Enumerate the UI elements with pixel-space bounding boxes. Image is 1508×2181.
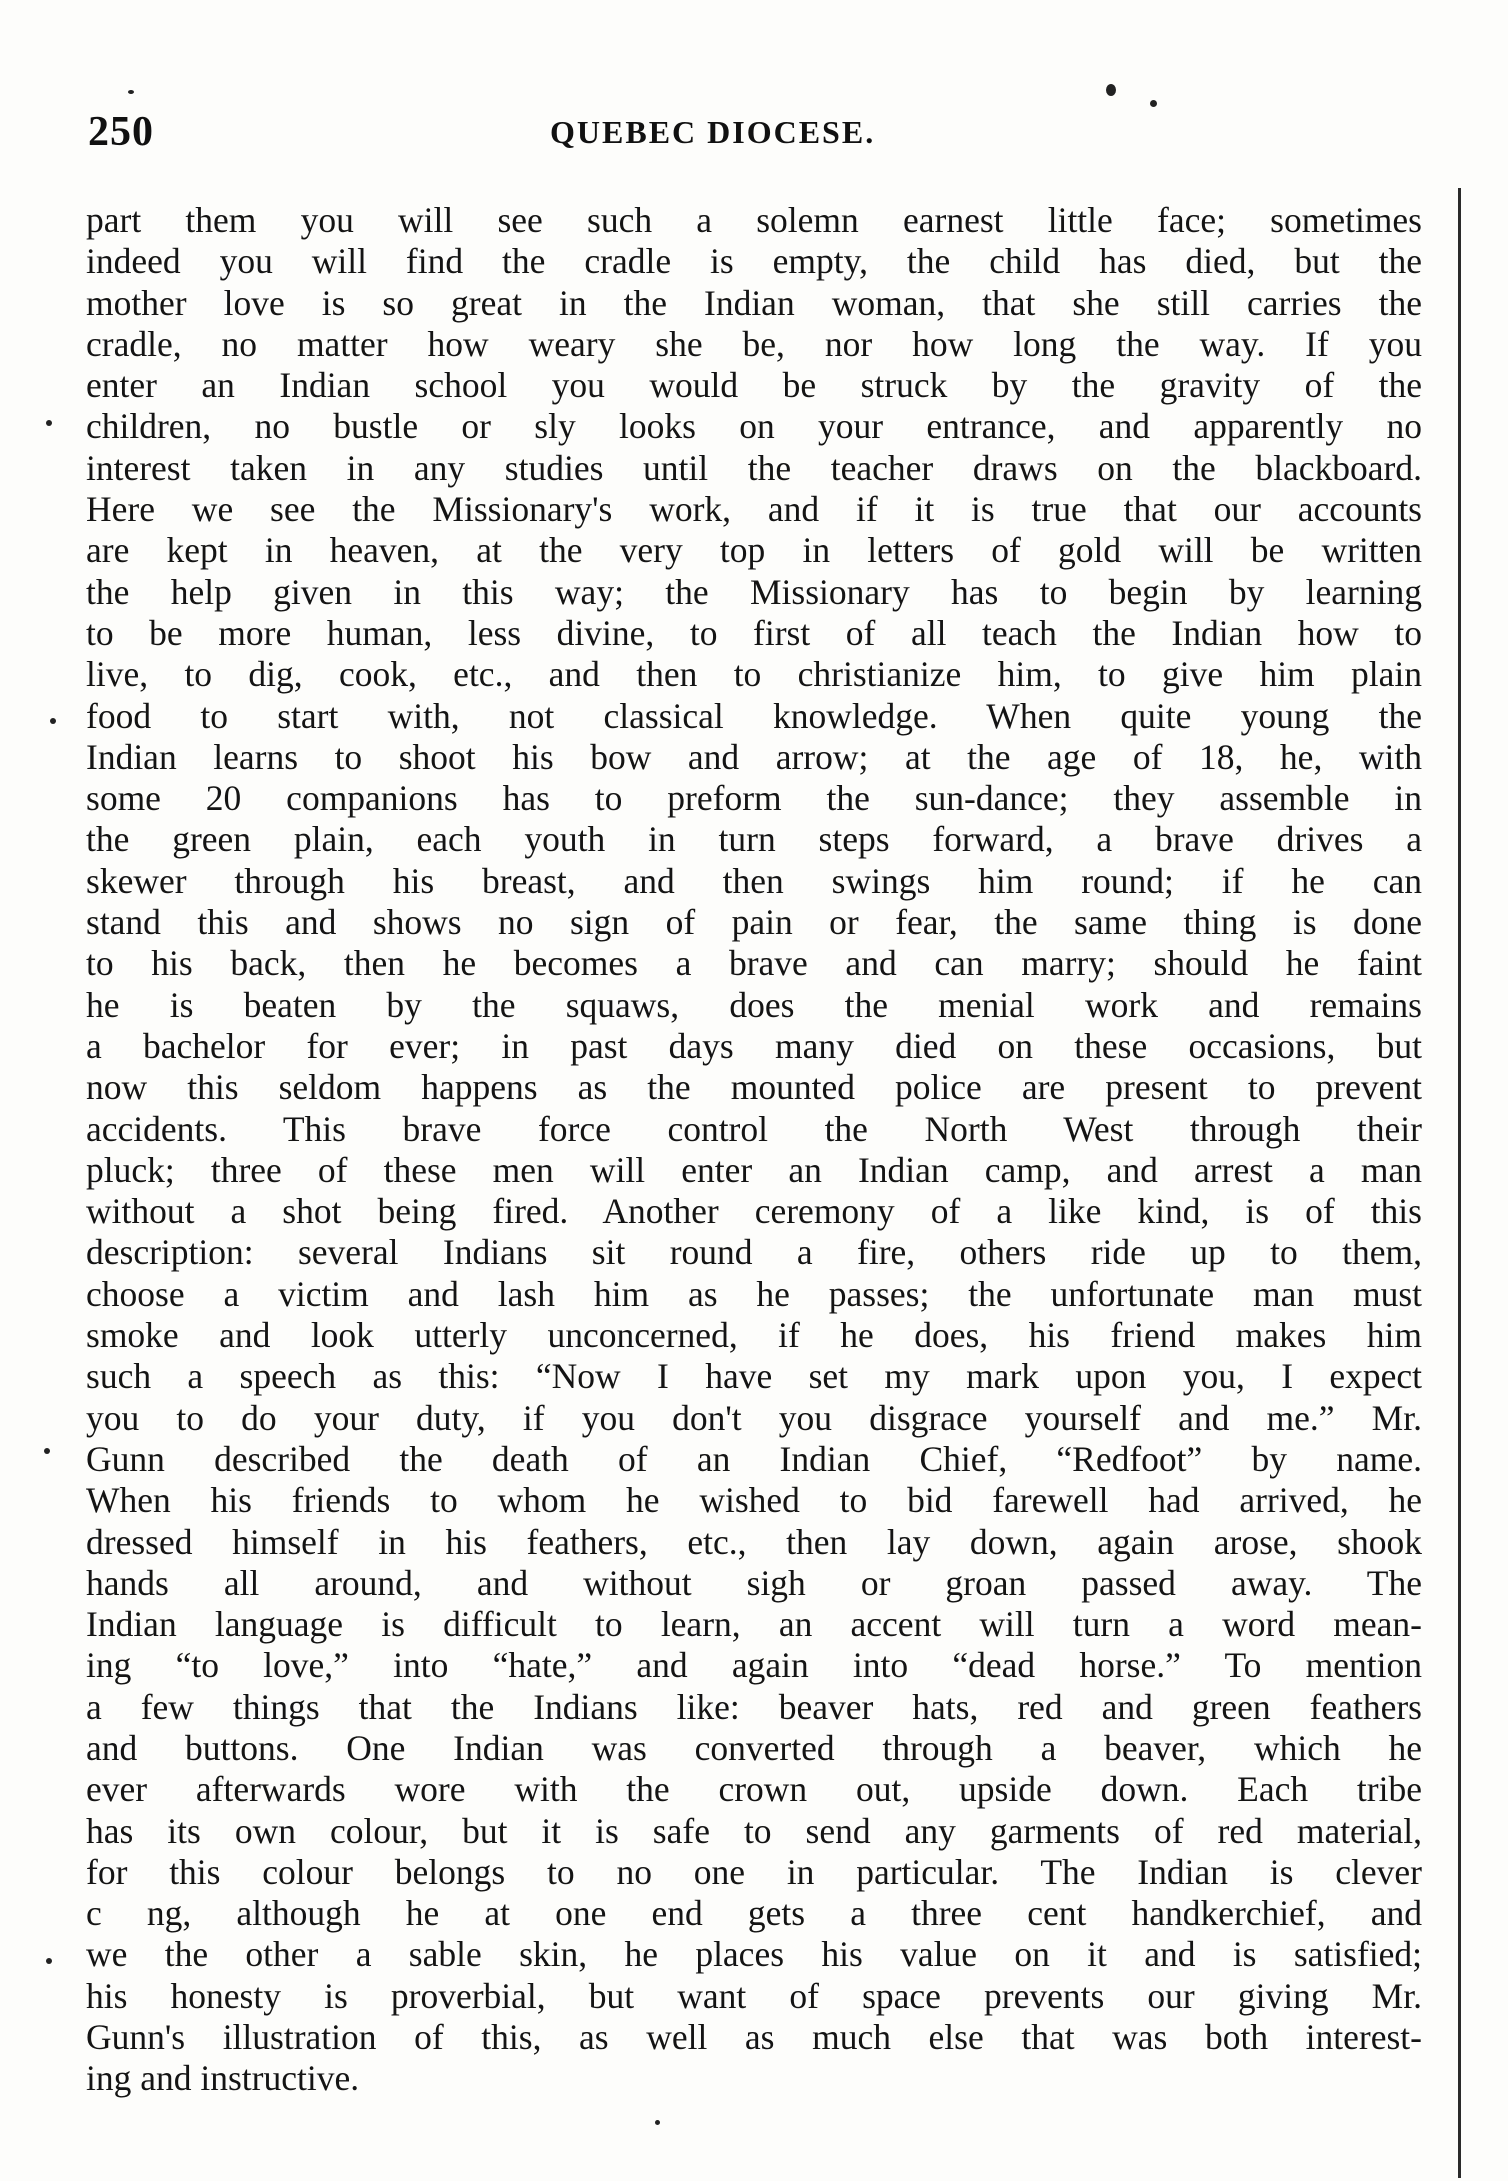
text-line: stand this and shows no sign of pain or fear, the same thing is done — [86, 902, 1422, 943]
text-line: live, to dig, cook, etc., and then to christianize him, to give him plain — [86, 654, 1422, 695]
text-line: Indian learns to shoot his bow and arrow; at the age of 18, he, with — [86, 736, 1422, 777]
text-line: the help given in this way; the Missionary has to begin by learning — [86, 571, 1422, 612]
page-number: 250 — [88, 109, 154, 155]
text-line: has its own colour, but it is safe to send any garments of red material, — [86, 1810, 1422, 1851]
text-line: now this seldom happens as the mounted police are present to prevent — [86, 1067, 1422, 1108]
scan-edge-line — [1458, 188, 1461, 2178]
scan-speck — [50, 718, 56, 724]
text-line: hands all around, and without sigh or groan passed away. The — [86, 1562, 1422, 1603]
scan-speck — [1106, 84, 1116, 96]
text-line: without a shot being fired. Another ceremony of a like kind, is of this — [86, 1191, 1422, 1232]
page-header — [60, 108, 1240, 168]
text-line: ever afterwards wore with the crown out, upside down. Each tribe — [86, 1769, 1422, 1810]
text-line: you to do your duty, if you don't you disgrace yourself and me.” Mr. — [86, 1397, 1422, 1438]
scan-speck — [46, 420, 52, 426]
text-line: to be more human, less divine, to first of all teach the Indian how to — [86, 612, 1422, 653]
text-line: cradle, no matter how weary she be, nor how long the way. If you — [86, 323, 1422, 364]
scan-speck — [1150, 100, 1157, 107]
text-line: part them you will see such a solemn earnest little face; sometimes — [86, 200, 1422, 240]
text-line: for this colour belongs to no one in particular. The Indian is clever — [86, 1851, 1422, 1892]
scan-speck — [655, 2120, 660, 2125]
text-line: When his friends to whom he wished to bid farewell had arrived, he — [86, 1480, 1422, 1521]
text-line: Indian language is difficult to learn, an accent will turn a word mean- — [86, 1604, 1422, 1645]
text-line: the green plain, each youth in turn steps forward, a brave drives a — [86, 819, 1422, 860]
text-line: smoke and look utterly unconcerned, if he does, his friend makes him — [86, 1315, 1422, 1356]
running-head: QUEBEC DIOCESE. — [550, 114, 876, 150]
text-line: ing and instructive. — [86, 2058, 360, 2099]
text-line: Gunn described the death of an Indian Chief, “Redfoot” by name. — [86, 1438, 1422, 1479]
text-line: a few things that the Indians like: beaver hats, red and green feathers — [86, 1686, 1422, 1727]
text-line: a bachelor for ever; in past days many died on these occasions, but — [86, 1025, 1422, 1066]
text-line: c ng, although he at one end gets a three cent handkerchief, and — [86, 1893, 1422, 1934]
text-line: we the other a sable skin, he places his value on it and is satisfied; — [86, 1934, 1422, 1975]
text-line: choose a victim and lash him as he passes; the unfortunate man must — [86, 1273, 1422, 1314]
text-line: and buttons. One Indian was converted through a beaver, which he — [86, 1727, 1422, 1768]
text-line: ing “to love,” into “hate,” and again into “dead horse.” To mention — [86, 1645, 1422, 1686]
text-line: children, no bustle or sly looks on your entrance, and apparently no — [86, 406, 1422, 447]
text-line: mother love is so great in the Indian woman, that she still carries the — [86, 282, 1422, 323]
text-line: are kept in heaven, at the very top in letters of gold will be written — [86, 530, 1422, 571]
text-line: some 20 companions has to preform the sun-dance; they assemble in — [86, 778, 1422, 819]
scan-speck — [128, 90, 134, 94]
text-line: food to start with, not classical knowledge. When quite young the — [86, 695, 1422, 736]
text-line: interest taken in any studies until the teacher draws on the blackboard. — [86, 447, 1422, 488]
text-line: he is beaten by the squaws, does the menial work and remains — [86, 984, 1422, 1025]
text-line: his honesty is proverbial, but want of space prevents our giving Mr. — [86, 1975, 1422, 2016]
scan-speck — [46, 1958, 52, 1964]
text-line: to his back, then he becomes a brave and can marry; should he faint — [86, 943, 1422, 984]
text-line: description: several Indians sit round a fire, others ride up to them, — [86, 1232, 1422, 1273]
scan-speck — [44, 1448, 50, 1454]
text-line: dressed himself in his feathers, etc., then lay down, again arose, shook — [86, 1521, 1422, 1562]
text-line: Here we see the Missionary's work, and if it is true that our accounts — [86, 489, 1422, 530]
body-text — [86, 200, 1422, 2100]
text-line: accidents. This brave force control the North West through their — [86, 1108, 1422, 1149]
text-line: indeed you will find the cradle is empty, the child has died, but the — [86, 241, 1422, 282]
text-line: pluck; three of these men will enter an Indian camp, and arrest a man — [86, 1149, 1422, 1190]
text-line: skewer through his breast, and then swings him round; if he can — [86, 860, 1422, 901]
text-line: Gunn's illustration of this, as well as much else that was both interest- — [86, 2017, 1422, 2058]
text-line: such a speech as this: “Now I have set my mark upon you, I expect — [86, 1356, 1422, 1397]
text-line: enter an Indian school you would be struck by the gravity of the — [86, 365, 1422, 406]
